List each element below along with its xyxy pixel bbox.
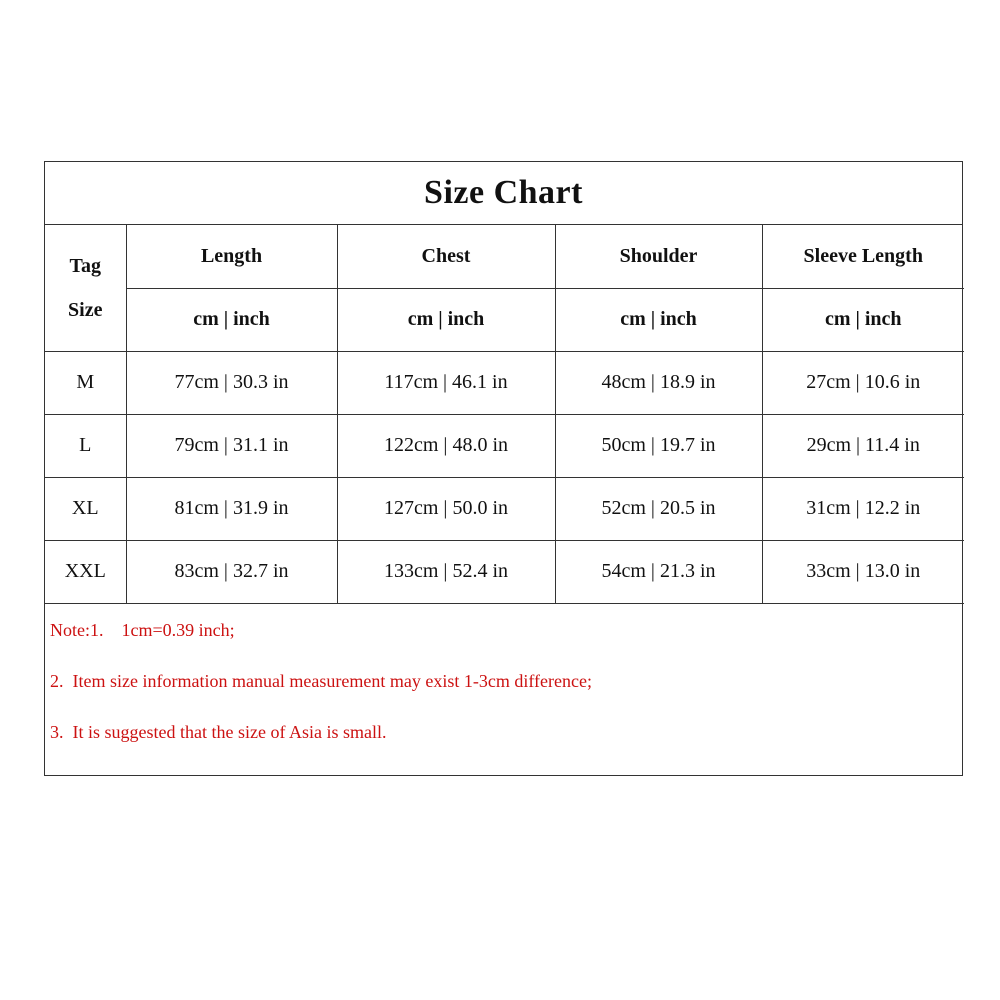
table-cell: 33cm | 13.0 in [762,540,964,603]
table-cell: 117cm | 46.1 in [337,351,555,414]
table-cell: 122cm | 48.0 in [337,414,555,477]
table-cell: 127cm | 50.0 in [337,477,555,540]
chart-title: Size Chart [45,162,962,225]
table-cell: 133cm | 52.4 in [337,540,555,603]
table-cell: 31cm | 12.2 in [762,477,964,540]
units-row [45,288,964,351]
size-chart [44,161,963,776]
size-cell: L [45,414,126,477]
table-cell: 77cm | 30.3 in [126,351,337,414]
table-row [45,477,964,540]
size-cell: M [45,351,126,414]
table-cell: 81cm | 31.9 in [126,477,337,540]
table-cell: 27cm | 10.6 in [762,351,964,414]
unit-label: cm | inch [555,288,762,351]
size-table [45,225,964,604]
table-row [45,540,964,603]
table-row [45,351,964,414]
table-cell: 52cm | 20.5 in [555,477,762,540]
table-cell: 54cm | 21.3 in [555,540,762,603]
header-row [45,225,964,288]
table-cell: 48cm | 18.9 in [555,351,762,414]
table-cell: 50cm | 19.7 in [555,414,762,477]
size-cell: XL [45,477,126,540]
size-cell: XXL [45,540,126,603]
unit-label: cm | inch [126,288,337,351]
notes-section [45,604,962,771]
column-header-sleeve-length: Sleeve Length [762,225,964,288]
note-line: 2. Item size information manual measurement may exist 1-3cm difference; [50,670,592,691]
table-cell: 29cm | 11.4 in [762,414,964,477]
tag-label: Tag [69,254,101,277]
unit-label: cm | inch [337,288,555,351]
unit-label: cm | inch [762,288,964,351]
column-header-chest: Chest [337,225,555,288]
column-header-shoulder: Shoulder [555,225,762,288]
table-row [45,414,964,477]
note-line: Note:1. 1cm=0.39 inch; [50,619,235,640]
note-line: 3. It is suggested that the size of Asia is small. [50,721,387,742]
size-label: Size [68,298,103,321]
table-cell: 79cm | 31.1 in [126,414,337,477]
tag-size-header [45,225,126,351]
table-cell: 83cm | 32.7 in [126,540,337,603]
column-header-length: Length [126,225,337,288]
